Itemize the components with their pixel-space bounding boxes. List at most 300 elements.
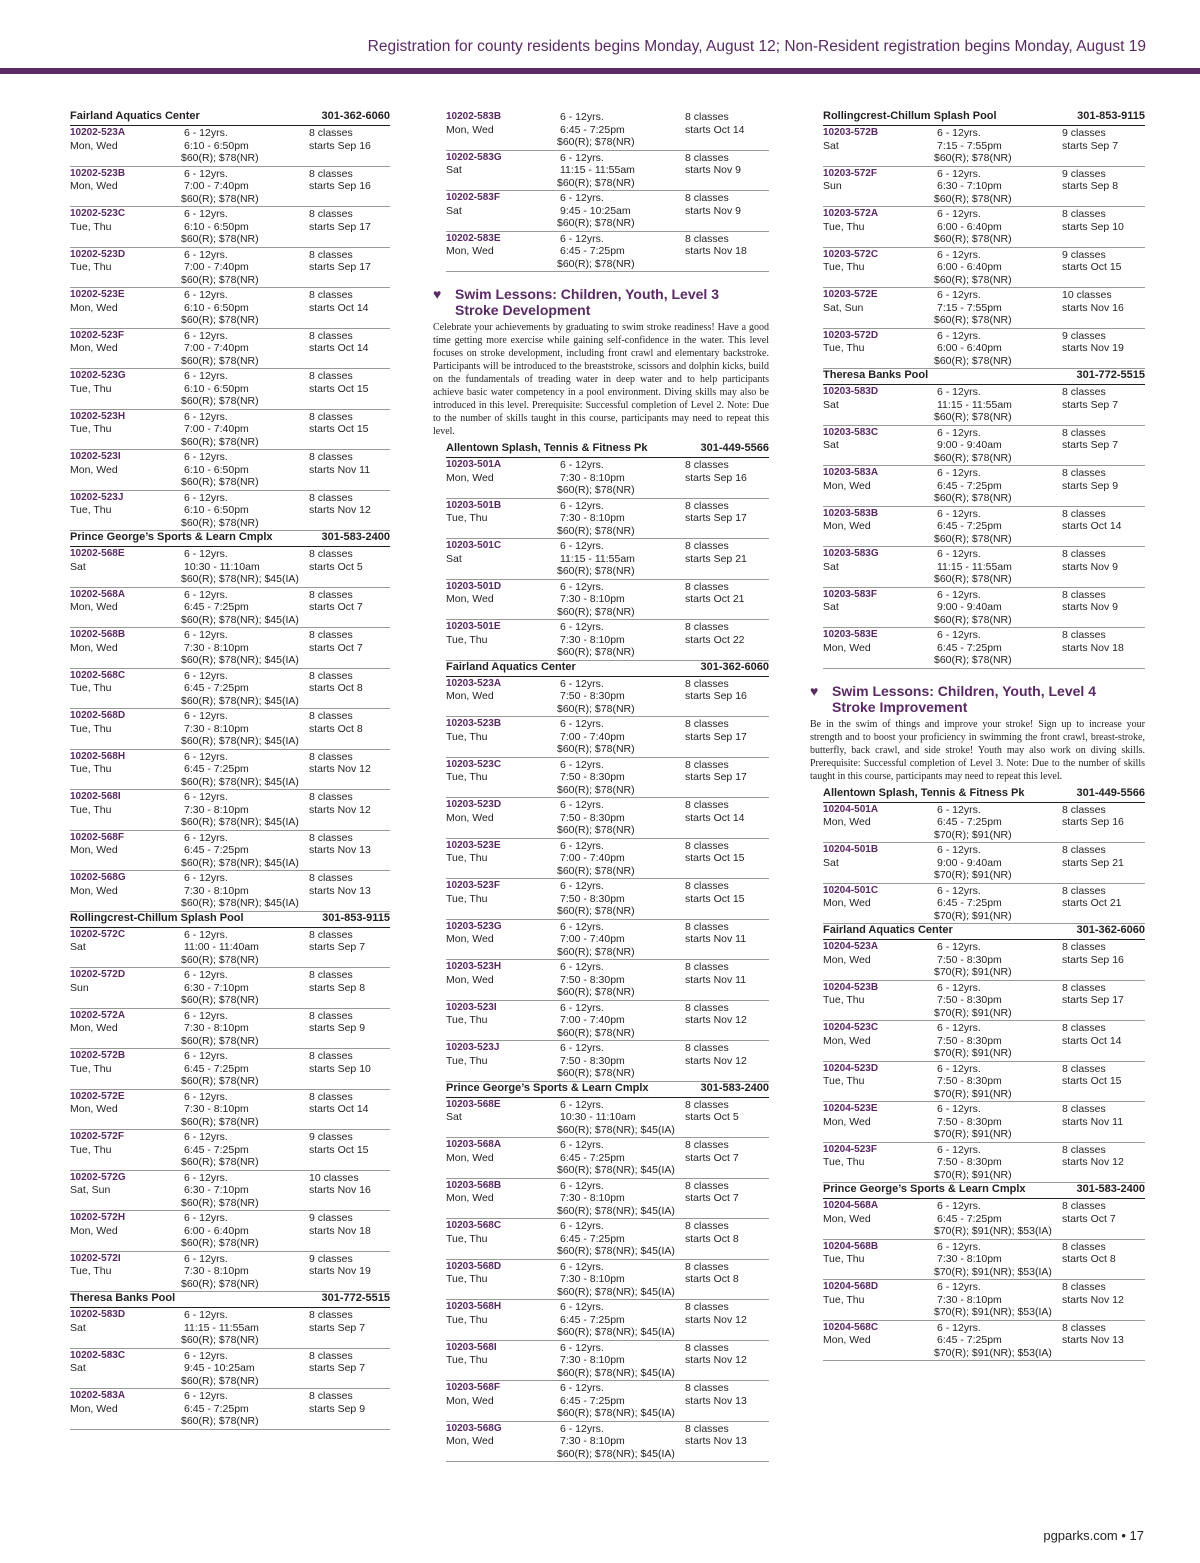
class-days: Mon, Wed: [70, 844, 118, 856]
class-id-cell: [446, 1002, 560, 1041]
class-count: 8 classes: [309, 669, 353, 682]
class-days: Tue, Thu: [70, 722, 112, 735]
class-schedule-cell: [685, 1382, 769, 1421]
class-days: Tue, Thu: [446, 852, 488, 864]
class-time: 6:45 - 7:25pm: [560, 245, 625, 257]
class-fee: $70(R); $91(NR); $53(IA): [934, 1265, 1052, 1278]
class-days: Sat: [446, 552, 462, 565]
class-id-cell: [823, 885, 937, 924]
class-time: 6:00 - 6:40pm: [937, 261, 1002, 273]
class-id-cell: [823, 1281, 937, 1320]
location-header: [823, 1183, 1145, 1199]
class-code: 10204-523C: [823, 1022, 879, 1033]
class-details-cell: [181, 629, 309, 668]
class-days: Mon, Wed: [446, 1435, 494, 1447]
class-age: 6 - 12yrs.: [560, 758, 604, 771]
class-id-cell: [823, 386, 937, 425]
class-start: starts Oct 7: [309, 641, 363, 654]
section-description: Celebrate your achievements by graduating to swim stroke readiness! Have a good time getting more exercise while gaining self-confidence in the water. This level focuses on stroke development, including front crawl and elementary backstroke. Participants will be introduced to the breaststroke, scissors and dolphin kicks, build on the fundamentals of treading water in deep water and to help participants achieve basic water competency in a pool environment. Diving skills may also be introduced in this level. Prerequisite: Successful completion of Level 2. Note: Due to the number of skills taught in this course, participants may need to repeat this level.: [433, 322, 769, 437]
section-title-line1: [433, 286, 769, 302]
class-details-cell: [181, 208, 309, 247]
section-title-line1: [810, 683, 1145, 699]
class-id-cell: [446, 152, 560, 191]
class-row: [70, 1090, 390, 1131]
column-2: [433, 110, 769, 1462]
class-details-cell: [934, 1143, 1062, 1183]
class-fee: $60(R); $78(NR); $45(IA): [557, 1123, 675, 1136]
class-id-cell: [70, 1091, 184, 1130]
class-start: starts Oct 5: [309, 560, 363, 573]
class-count: 8 classes: [685, 192, 729, 204]
class-code: 10202-568E: [70, 548, 125, 559]
class-row: [70, 547, 390, 588]
class-row: [446, 717, 769, 758]
class-id-cell: [446, 581, 560, 620]
class-days: Tue, Thu: [823, 1293, 865, 1306]
class-age: 6 - 12yrs.: [937, 803, 981, 816]
class-row: [70, 126, 390, 167]
class-count: 8 classes: [1062, 629, 1106, 641]
class-schedule-cell: [685, 880, 769, 919]
class-schedule-cell: [309, 629, 390, 668]
class-code: 10203-568B: [446, 1179, 502, 1191]
class-code: 10202-523I: [70, 451, 121, 462]
class-fee: $60(R); $78(NR): [934, 354, 1012, 367]
class-fee: $60(R); $78(NR): [557, 945, 635, 958]
class-count: 8 classes: [1062, 208, 1106, 220]
class-id-cell: [70, 492, 184, 531]
class-count: 8 classes: [309, 370, 353, 382]
class-start: starts Sep 9: [309, 1402, 366, 1415]
class-schedule-cell: [1062, 208, 1145, 247]
registration-header: Registration for county residents begins Monday, August 12; Non-Resident registration begins Monday, August 19: [367, 38, 1146, 55]
class-days: Sun: [823, 180, 842, 192]
class-code: 10203-572C: [823, 248, 879, 260]
class-id-cell: [70, 127, 184, 166]
class-row: [446, 960, 769, 1001]
class-fee: $60(R); $78(NR): [557, 864, 635, 877]
class-schedule-cell: [1062, 289, 1145, 328]
class-count: 8 classes: [309, 1390, 353, 1402]
class-schedule-cell: [685, 1301, 769, 1340]
class-age: 6 - 12yrs.: [937, 386, 981, 398]
class-details-cell: [181, 329, 309, 369]
class-days: Tue, Thu: [70, 803, 112, 816]
location-header: [446, 661, 769, 677]
class-time: 6:45 - 7:25pm: [937, 1212, 1002, 1225]
class-id-cell: [446, 961, 560, 1000]
class-fee: $70(R); $91(NR); $53(IA): [934, 1306, 1052, 1318]
class-time: 6:45 - 7:25pm: [560, 123, 625, 136]
location-block: [70, 912, 390, 1293]
class-days: Mon, Wed: [70, 139, 118, 152]
class-id-cell: [70, 751, 184, 790]
class-start: starts Nov 12: [1062, 1293, 1124, 1306]
class-details-cell: [181, 289, 309, 328]
class-row: [70, 410, 390, 451]
class-age: 6 - 12yrs.: [937, 548, 981, 560]
class-start: starts Nov 11: [685, 933, 747, 945]
class-details-cell: [557, 580, 685, 620]
class-details-cell: [934, 1240, 1062, 1280]
class-start: starts Oct 15: [309, 382, 369, 395]
class-age: 6 - 12yrs.: [184, 410, 228, 423]
class-details-cell: [934, 1200, 1062, 1239]
class-id-cell: [823, 1103, 937, 1142]
class-time: 9:45 - 10:25am: [560, 204, 631, 217]
class-days: Mon, Wed: [446, 933, 494, 945]
class-details-cell: [557, 499, 685, 539]
class-age: 6 - 12yrs.: [560, 1220, 604, 1232]
class-details-cell: [181, 791, 309, 830]
class-code: 10202-523G: [70, 370, 126, 381]
class-days: Sat: [823, 856, 839, 869]
class-time: 7:30 - 8:10pm: [937, 1293, 1002, 1306]
class-fee: $60(R); $78(NR); $45(IA): [181, 573, 299, 585]
class-count: 8 classes: [685, 1260, 729, 1273]
class-row: [70, 491, 390, 532]
class-count: 8 classes: [309, 167, 353, 180]
class-time: 10:30 - 11:10am: [184, 560, 260, 573]
class-details-cell: [557, 192, 685, 231]
class-code: 10202-568D: [70, 710, 126, 721]
class-id-cell: [823, 804, 937, 843]
class-fee: $60(R); $78(NR): [181, 314, 259, 326]
class-row: [446, 110, 769, 151]
class-time: 7:00 - 7:40pm: [560, 852, 625, 864]
class-row: [823, 385, 1145, 426]
class-days: Tue, Thu: [823, 220, 865, 233]
class-code: 10203-583C: [823, 426, 879, 438]
class-fee: $60(R); $78(NR): [934, 411, 1012, 423]
class-count: 8 classes: [309, 629, 353, 641]
class-fee: $60(R); $78(NR): [557, 646, 635, 658]
class-id-cell: [823, 289, 937, 328]
class-code: 10203-501D: [446, 580, 502, 592]
class-code: 10202-583E: [446, 232, 501, 244]
class-row: [70, 750, 390, 791]
class-schedule-cell: [309, 832, 390, 871]
class-id-cell: [70, 670, 184, 709]
class-fee: $60(R); $78(NR): [181, 233, 259, 245]
class-count: 8 classes: [309, 208, 353, 220]
class-schedule-cell: [309, 1010, 390, 1049]
class-start: starts Nov 18: [309, 1224, 371, 1237]
location-block: [810, 924, 1145, 1183]
location-phone: 301-449-5566: [700, 442, 769, 454]
class-time: 6:45 - 7:25pm: [184, 1062, 249, 1075]
class-schedule-cell: [1062, 1200, 1145, 1239]
class-details-cell: [934, 981, 1062, 1021]
class-code: 10202-568F: [70, 831, 124, 843]
class-start: starts Sep 21: [685, 552, 747, 565]
class-details-cell: [557, 1422, 685, 1462]
class-details-cell: [181, 710, 309, 749]
class-code: 10203-568I: [446, 1341, 497, 1353]
class-time: 7:50 - 8:30pm: [937, 994, 1002, 1006]
class-id-cell: [446, 1261, 560, 1300]
class-fee: $70(R); $91(NR): [934, 1006, 1012, 1019]
class-details-cell: [181, 1252, 309, 1292]
class-row: [823, 426, 1145, 467]
class-details-cell: [557, 151, 685, 191]
class-start: starts Nov 12: [309, 803, 371, 816]
class-fee: $60(R); $78(NR): [181, 953, 259, 966]
location-name: Prince George’s Sports & Learn Cmplx: [446, 1081, 649, 1094]
class-days: Tue, Thu: [446, 1014, 488, 1026]
class-count: 8 classes: [309, 1090, 353, 1103]
class-details-cell: [181, 669, 309, 709]
class-count: 8 classes: [685, 758, 729, 771]
class-days: Mon, Wed: [823, 1034, 871, 1047]
class-id-cell: [70, 330, 184, 369]
class-code: 10202-583C: [70, 1349, 126, 1361]
class-schedule-cell: [1062, 168, 1145, 207]
class-details-cell: [181, 1349, 309, 1389]
class-id-cell: [70, 969, 184, 1008]
class-id-cell: [446, 233, 560, 272]
class-schedule-cell: [309, 872, 390, 911]
class-row: [446, 920, 769, 961]
class-fee: $60(R); $78(NR); $45(IA): [181, 613, 299, 626]
class-start: starts Oct 7: [685, 1192, 739, 1204]
class-count: 8 classes: [685, 1220, 729, 1232]
class-fee: $60(R); $78(NR); $45(IA): [181, 856, 299, 869]
class-schedule-cell: [685, 581, 769, 620]
class-details-cell: [181, 1212, 309, 1251]
class-fee: $60(R); $78(NR); $45(IA): [557, 1447, 675, 1460]
class-age: 6 - 12yrs.: [184, 1090, 228, 1103]
class-age: 6 - 12yrs.: [184, 872, 228, 884]
class-id-cell: [70, 1010, 184, 1049]
class-days: Mon, Wed: [70, 180, 118, 192]
class-id-cell: [446, 1042, 560, 1081]
class-row: [70, 1252, 390, 1293]
class-age: 6 - 12yrs.: [937, 629, 981, 641]
class-time: 7:30 - 8:10pm: [184, 884, 249, 897]
class-code: 10203-583F: [823, 588, 877, 600]
class-age: 6 - 12yrs.: [937, 248, 981, 261]
class-fee: $60(R); $78(NR): [557, 905, 635, 917]
class-start: starts Nov 12: [309, 763, 371, 775]
class-details-cell: [934, 248, 1062, 288]
class-count: 8 classes: [1062, 548, 1106, 560]
class-code: 10203-523B: [446, 718, 502, 729]
class-schedule-cell: [1062, 1144, 1145, 1183]
header-rule: [0, 68, 1200, 74]
class-code: 10204-568C: [823, 1321, 879, 1333]
class-details-cell: [934, 1062, 1062, 1102]
class-row: [446, 1381, 769, 1422]
class-age: 6 - 12yrs.: [560, 540, 604, 552]
class-count: 8 classes: [685, 1422, 729, 1435]
class-age: 6 - 12yrs.: [937, 289, 981, 301]
class-time: 6:30 - 7:10pm: [184, 981, 249, 994]
class-age: 6 - 12yrs.: [560, 1098, 604, 1111]
class-details-cell: [557, 758, 685, 798]
class-code: 10202-568I: [70, 791, 121, 802]
class-age: 6 - 12yrs.: [560, 1139, 604, 1151]
class-row: [823, 1143, 1145, 1184]
location-name: Rollingcrest-Chillum Splash Pool: [70, 911, 244, 924]
class-schedule-cell: [1062, 467, 1145, 506]
class-row: [823, 940, 1145, 981]
location-header: [823, 787, 1145, 803]
class-start: starts Sep 21: [1062, 856, 1124, 869]
class-details-cell: [181, 248, 309, 288]
class-id-cell: [70, 1309, 184, 1348]
class-schedule-cell: [309, 969, 390, 1008]
class-code: 10204-501A: [823, 803, 879, 815]
class-code: 10203-523J: [446, 1042, 500, 1053]
class-time: 7:30 - 8:10pm: [560, 471, 625, 484]
class-id-cell: [446, 1423, 560, 1462]
class-row: [446, 879, 769, 920]
class-time: 7:30 - 8:10pm: [184, 641, 249, 654]
class-count: 9 classes: [309, 1212, 353, 1224]
class-details-cell: [934, 941, 1062, 980]
class-time: 7:30 - 8:10pm: [184, 1022, 249, 1034]
class-count: 8 classes: [309, 969, 353, 981]
class-age: 6 - 12yrs.: [937, 467, 981, 479]
class-days: Sat: [823, 560, 839, 573]
class-start: starts Oct 15: [1062, 1075, 1122, 1087]
class-id-cell: [70, 249, 184, 288]
class-time: 7:30 - 8:10pm: [937, 1253, 1002, 1265]
class-id-cell: [823, 629, 937, 668]
class-days: Sat: [823, 439, 839, 451]
class-row: [446, 1219, 769, 1260]
class-row: [823, 507, 1145, 548]
class-time: 11:15 - 11:55am: [184, 1321, 259, 1334]
class-start: starts Nov 13: [309, 884, 371, 897]
class-schedule-cell: [1062, 844, 1145, 883]
class-start: starts Sep 17: [309, 261, 371, 273]
class-time: 7:00 - 7:40pm: [560, 933, 625, 945]
class-code: 10203-523D: [446, 799, 502, 810]
class-id-cell: [823, 941, 937, 980]
class-start: starts Nov 9: [1062, 601, 1119, 613]
class-id-cell: [823, 1241, 937, 1280]
class-time: 7:50 - 8:30pm: [560, 811, 625, 824]
class-start: starts Sep 10: [309, 1062, 371, 1075]
class-time: 6:10 - 6:50pm: [184, 504, 249, 516]
class-row: [823, 981, 1145, 1022]
class-fee: $60(R); $78(NR): [181, 1156, 259, 1168]
class-days: Sat: [823, 139, 839, 152]
class-row: [446, 539, 769, 580]
class-fee: $60(R); $78(NR): [181, 1277, 259, 1290]
class-start: starts Nov 16: [309, 1184, 371, 1196]
class-days: Sat: [446, 1111, 462, 1123]
class-count: 9 classes: [1062, 329, 1106, 342]
class-start: starts Nov 12: [685, 1313, 747, 1326]
class-age: 6 - 12yrs.: [937, 1062, 981, 1075]
class-fee: $70(R); $91(NR): [934, 909, 1012, 922]
class-schedule-cell: [685, 1042, 769, 1081]
class-schedule-cell: [1062, 1103, 1145, 1142]
class-age: 6 - 12yrs.: [560, 151, 604, 164]
class-count: 8 classes: [685, 1341, 729, 1354]
class-count: 9 classes: [309, 1131, 353, 1143]
class-days: Tue, Thu: [823, 1075, 865, 1087]
class-start: starts Sep 7: [1062, 398, 1119, 411]
class-row: [70, 1349, 390, 1390]
class-age: 6 - 12yrs.: [184, 289, 228, 301]
class-id-cell: [823, 1322, 937, 1361]
class-schedule-cell: [309, 589, 390, 628]
class-details-cell: [934, 803, 1062, 843]
class-time: 7:30 - 8:10pm: [560, 633, 625, 646]
class-details-cell: [557, 621, 685, 660]
location-name: Allentown Splash, Tennis & Fitness Pk: [823, 786, 1025, 799]
class-schedule-cell: [309, 411, 390, 450]
class-row: [70, 588, 390, 629]
class-start: starts Sep 17: [685, 730, 747, 743]
class-fee: $70(R); $91(NR): [934, 1128, 1012, 1140]
class-age: 6 - 12yrs.: [560, 880, 604, 892]
class-fee: $70(R); $91(NR); $53(IA): [934, 1225, 1052, 1237]
class-start: starts Sep 16: [309, 180, 371, 192]
class-age: 6 - 12yrs.: [560, 1301, 604, 1313]
class-start: starts Sep 7: [1062, 139, 1119, 152]
class-details-cell: [557, 799, 685, 838]
class-code: 10202-572B: [70, 1050, 126, 1061]
class-details-cell: [557, 961, 685, 1000]
section-subtitle: Stroke Development: [455, 302, 591, 318]
class-code: 10203-523H: [446, 961, 502, 972]
class-days: Tue, Thu: [823, 1253, 865, 1265]
class-start: starts Nov 9: [685, 204, 742, 217]
class-age: 6 - 12yrs.: [937, 588, 981, 601]
class-id-cell: [70, 168, 184, 207]
class-start: starts Oct 15: [309, 423, 369, 435]
class-age: 6 - 12yrs.: [184, 1050, 228, 1062]
class-start: starts Nov 9: [685, 164, 742, 176]
class-fee: $60(R); $78(NR): [181, 1115, 259, 1128]
class-count: 8 classes: [685, 839, 729, 852]
class-fee: $60(R); $78(NR): [557, 1026, 635, 1039]
class-schedule-cell: [685, 1180, 769, 1219]
class-row: [823, 588, 1145, 629]
class-start: starts Nov 11: [1062, 1115, 1124, 1128]
location-phone: 301-853-9115: [322, 911, 390, 924]
class-details-cell: [557, 1301, 685, 1340]
class-row: [823, 1102, 1145, 1143]
class-count: 8 classes: [1062, 1281, 1106, 1293]
class-start: starts Sep 7: [309, 1321, 366, 1334]
class-time: 6:45 - 7:25pm: [560, 1151, 625, 1164]
class-details-cell: [557, 232, 685, 272]
column-3: [810, 110, 1145, 1361]
class-row: [823, 1021, 1145, 1062]
class-code: 10203-583D: [823, 386, 879, 397]
class-details-cell: [181, 451, 309, 490]
class-code: 10203-583E: [823, 629, 878, 640]
location-block: [433, 1082, 769, 1463]
class-details-cell: [934, 329, 1062, 369]
class-schedule-cell: [685, 621, 769, 660]
location-phone: 301-772-5515: [1076, 369, 1145, 381]
class-count: 8 classes: [1062, 981, 1106, 994]
class-fee: $60(R); $78(NR); $45(IA): [181, 735, 299, 747]
class-start: starts Oct 15: [685, 852, 745, 864]
class-count: 8 classes: [685, 499, 729, 512]
class-row: [823, 207, 1145, 248]
class-details-cell: [557, 1382, 685, 1421]
class-code: 10202-523E: [70, 289, 125, 300]
class-fee: $70(R); $91(NR); $53(IA): [934, 1346, 1052, 1359]
